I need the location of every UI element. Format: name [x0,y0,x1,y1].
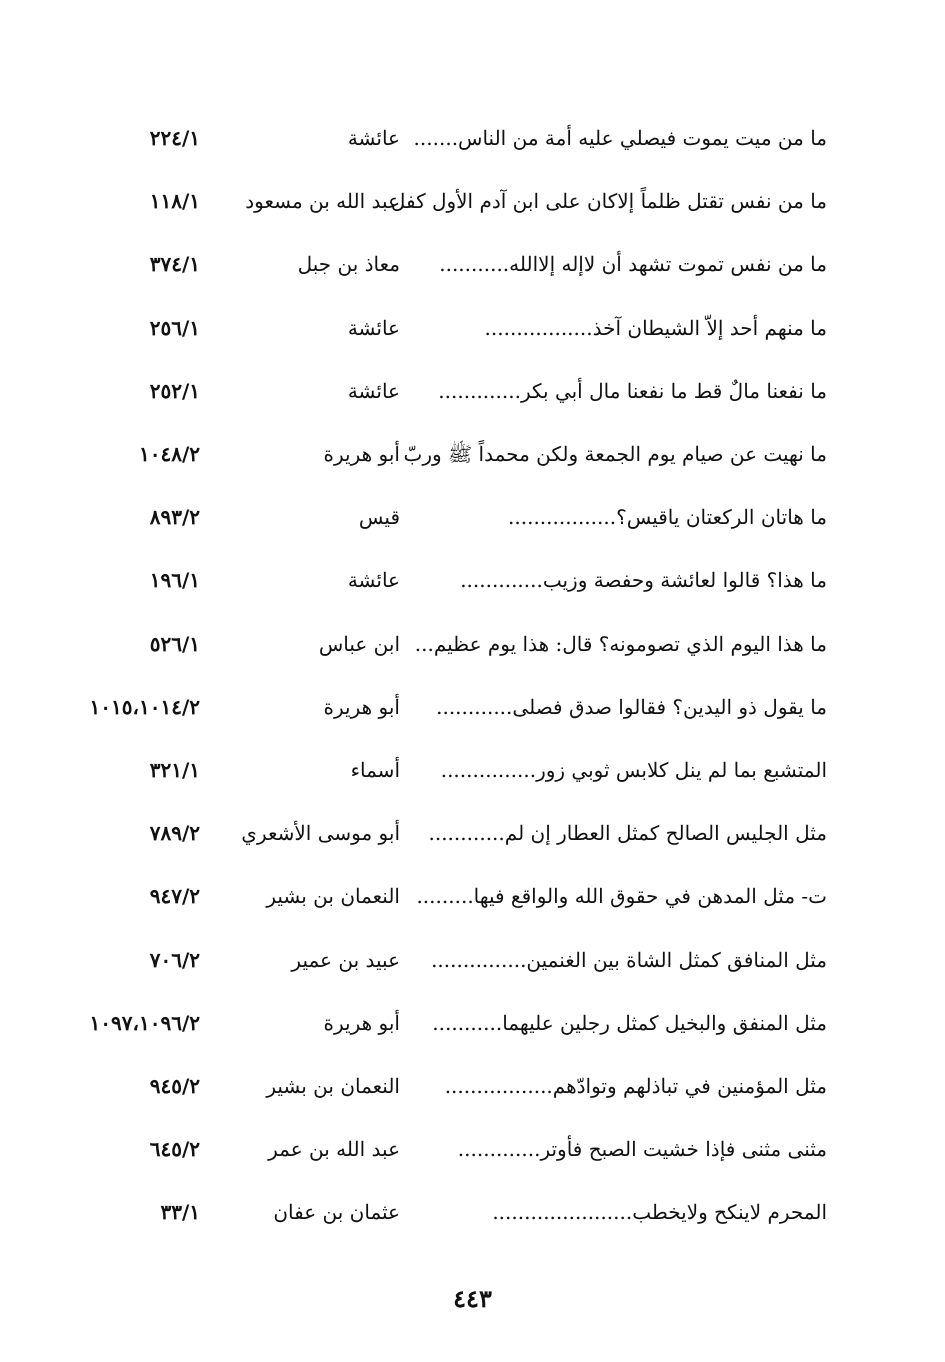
page-reference: ٥٢٦/١ [149,631,200,656]
hadith-text: ما نفعنا مالٌ قط ما نفعنا مال أبي بكر............. [438,378,827,403]
page-reference: ٣٧٤/١ [149,252,200,277]
narrator-name: عائشة [347,378,400,403]
narrator-name: أبو موسى الأشعري [241,821,400,846]
hadith-text: ما من نفس تقتل ظلماً إلاكان على ابن آدم الأول كفل [390,189,827,214]
page-reference: ١٠٤٨/٢ [138,442,200,466]
narrator-name: النعمان بن بشير [266,1074,400,1098]
hadith-text: مثل الجليس الصالح كمثل العطار إن لم............ [428,821,827,846]
narrator-name: أبو هريرة [323,442,400,466]
index-row [0,940,945,980]
narrator-name: عبد الله بن مسعود [245,189,400,214]
page-reference: ٧٠٦/٢ [149,947,200,972]
hadith-text: ما هذا اليوم الذي تصومونه؟ قال: هذا يوم عظيم... [414,631,827,656]
narrator-name: أبو هريرة [323,1010,400,1035]
page-reference: ١١٨/١ [149,189,200,214]
hadith-text: ما من ميت يموت فيصلي عليه أمة من الناس....... [413,126,827,150]
page-reference: ٨٩٣/٢ [149,505,200,530]
index-row [0,308,945,348]
narrator-name: أبو هريرة [323,694,400,719]
index-row [0,497,945,537]
narrator-name: قيس [358,505,400,530]
page-reference: ٧٨٩/٢ [149,821,200,846]
page-reference: ٢٥٢/١ [149,378,200,403]
narrator-name: عائشة [347,315,400,340]
narrator-name: عائشة [347,568,400,593]
narrator-name: أسماء [350,758,400,782]
page-reference: ١٠١٥،١٠١٤/٢ [89,694,200,719]
hadith-text: ما من نفس تموت تشهد أن لاإله إلاالله........... [439,252,827,277]
page-reference: ٩٤٧/٢ [149,884,200,909]
hadith-text: ما نهيت عن صيام يوم الجمعة ولكن محمداً ﷺ وربّ [403,442,827,466]
index-row [0,434,945,474]
hadith-text: ما يقول ذو اليدين؟ فقالوا صدق فصلى............ [436,694,827,719]
page-reference: ١٩٦/١ [149,568,200,593]
index-row [0,560,945,600]
index-row [0,1003,945,1043]
narrator-name: عثمان بن عفان [273,1200,400,1225]
narrator-name: عائشة [347,126,400,150]
index-row [0,244,945,284]
narrator-name: عبيد بن عمير [291,947,400,972]
index-row [0,118,945,158]
page-reference: ٩٤٥/٢ [149,1074,200,1098]
page-reference: ٢٢٤/١ [149,126,200,150]
narrator-name: ابن عباس [318,631,400,656]
index-row [0,371,945,411]
index-row [0,624,945,664]
index-row [0,181,945,221]
hadith-text: ت- مثل المدهن في حقوق الله والواقع فيها......... [416,884,827,909]
hadith-text: مثل المنافق كمثل الشاة بين الغنمين............... [431,947,827,972]
narrator-name: النعمان بن بشير [266,884,400,909]
page-number: ٤٤٣ [453,1284,492,1313]
page-reference: ١٠٩٧،١٠٩٦/٢ [89,1010,200,1035]
page-reference: ٢٥٦/١ [149,315,200,340]
hadith-text: ما منهم أحد إلاّ الشيطان آخذ................. [484,315,827,340]
hadith-text: المحرم لاينكح ولايخطب...................... [492,1200,827,1225]
index-row [0,876,945,916]
index-row [0,1066,945,1106]
index-row [0,1129,945,1169]
hadith-text: ما هاتان الركعتان ياقيس؟................. [508,505,827,530]
index-row [0,750,945,790]
hadith-text: مثنى مثنى فإذا خشيت الصبح فأوتر............. [457,1137,827,1162]
page-reference: ٣٣/١ [160,1200,200,1225]
narrator-name: عبد الله بن عمر [268,1137,400,1162]
hadith-text: مثل المنفق والبخيل كمثل رجلين عليهما........... [432,1010,827,1035]
hadith-text: المتشبع بما لم ينل كلابس ثوبي زور............... [440,758,827,782]
index-row [0,1192,945,1232]
hadith-text: ما هذا؟ قالوا لعائشة وحفصة وزيب............. [460,568,827,593]
page-reference: ٣٢١/١ [149,758,200,782]
index-row [0,813,945,853]
page-reference: ٦٤٥/٢ [149,1137,200,1162]
narrator-name: معاذ بن جبل [297,252,400,277]
index-row [0,687,945,727]
hadith-text: مثل المؤمنين في تباذلهم وتوادّهم................. [444,1074,827,1098]
